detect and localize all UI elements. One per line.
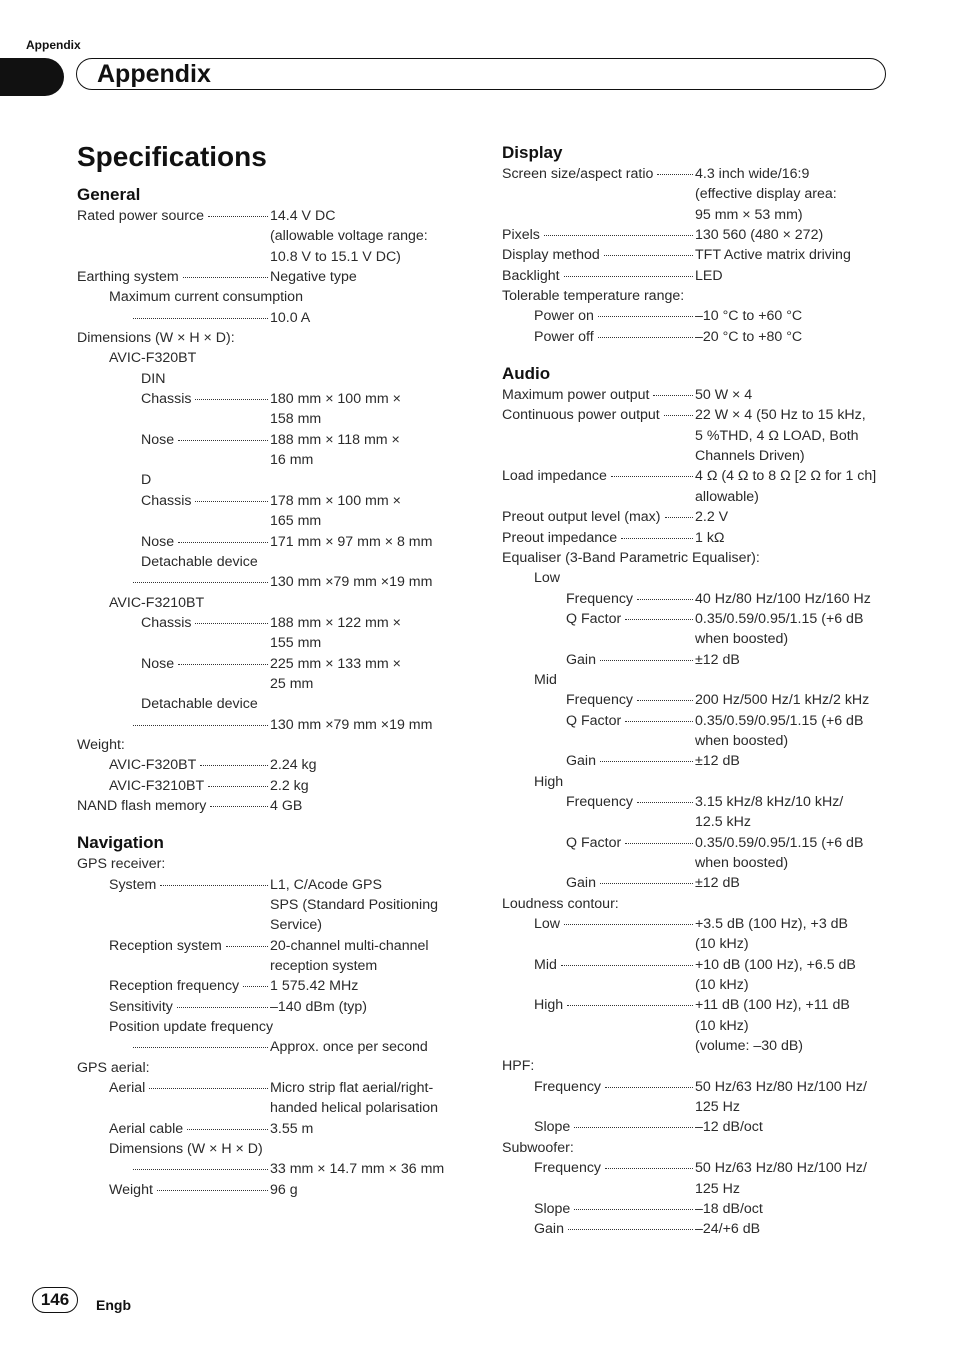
spec-label: Pixels xyxy=(502,227,540,244)
spec-row xyxy=(502,306,902,326)
spec-row xyxy=(77,511,472,531)
spec-row xyxy=(77,997,472,1017)
spec-label: HPF: xyxy=(502,1058,535,1075)
spec-row xyxy=(77,654,472,674)
spec-value: 2.2 kg xyxy=(270,777,309,794)
spec-value: (10 kHz) xyxy=(695,936,749,953)
page-title: Specifications xyxy=(77,141,267,172)
spec-label: Nose xyxy=(141,431,175,448)
spec-row xyxy=(502,792,902,812)
spec-row xyxy=(77,915,472,935)
spec-label: High xyxy=(534,773,564,790)
spec-row xyxy=(502,995,902,1015)
spec-value: 4.3 inch wide/16:9 xyxy=(695,166,810,182)
spec-value: TFT Active matrix driving xyxy=(695,247,851,264)
spec-value: (10 kHz) xyxy=(695,977,749,994)
spec-row xyxy=(77,1159,472,1179)
spec-label: Q Factor xyxy=(566,610,622,627)
spec-value: 5 %THD, 4 Ω LOAD, Both xyxy=(695,427,859,444)
spec-label: Maximum current consumption xyxy=(109,289,303,306)
spec-value: 96 g xyxy=(270,1181,298,1198)
spec-value: Negative type xyxy=(270,269,357,286)
section-heading-navigation: Navigation xyxy=(77,833,164,853)
spec-value: +11 dB (100 Hz), +11 dB xyxy=(695,997,850,1014)
language-code: Engb xyxy=(96,1297,131,1313)
spec-value: –24/+6 dB xyxy=(695,1221,761,1238)
spec-label: Dimensions (W × H × D): xyxy=(77,330,235,347)
spec-label: Chassis xyxy=(141,614,192,631)
spec-value: 1 575.42 MHz xyxy=(270,978,359,995)
spec-value: ±12 dB xyxy=(695,651,740,668)
spec-value: 188 mm × 118 mm × xyxy=(270,431,400,448)
spec-value: reception system xyxy=(270,958,378,975)
spec-label: Nose xyxy=(141,655,175,672)
spec-label: Nose xyxy=(141,533,175,550)
spec-label: Dimensions (W × H × D) xyxy=(109,1141,263,1158)
spec-value: Micro strip flat aerial/right- xyxy=(270,1080,434,1097)
section-banner xyxy=(76,58,886,90)
spec-label: High xyxy=(534,997,564,1014)
spec-row xyxy=(502,873,902,893)
spec-value: 16 mm xyxy=(270,452,314,469)
spec-value: 12.5 kHz xyxy=(695,814,751,831)
spec-row xyxy=(77,226,472,246)
spec-row xyxy=(77,674,472,694)
spec-row xyxy=(502,853,902,873)
spec-row xyxy=(77,613,472,633)
spec-label: Sensitivity xyxy=(109,998,173,1015)
spec-row xyxy=(77,1119,472,1139)
spec-row xyxy=(502,245,902,265)
spec-value: 0.35/0.59/0.95/1.15 (+6 dB xyxy=(695,712,864,729)
spec-label: Backlight xyxy=(502,267,560,284)
spec-value: 155 mm xyxy=(270,635,322,652)
spec-label: Equaliser (3-Band Parametric Equaliser): xyxy=(502,549,760,566)
spec-label: Chassis xyxy=(141,492,192,509)
spec-row xyxy=(502,1179,902,1199)
spec-row xyxy=(502,466,902,486)
spec-row xyxy=(502,1117,902,1137)
spec-label: AVIC-F3210BT xyxy=(109,594,205,611)
spec-value: SPS (Standard Positioning xyxy=(270,897,438,913)
spec-value: 10.0 A xyxy=(270,309,311,326)
spec-value: 95 mm × 53 mm) xyxy=(695,206,803,223)
spec-row xyxy=(77,409,472,429)
spec-label: GPS aerial: xyxy=(77,1059,150,1076)
spec-row xyxy=(502,184,902,204)
spec-row xyxy=(502,731,902,751)
spec-row xyxy=(502,609,902,629)
spec-label: Q Factor xyxy=(566,712,622,729)
spec-value: 33 mm × 14.7 mm × 36 mm xyxy=(270,1161,445,1178)
spec-value: 3.15 kHz/8 kHz/10 kHz/ xyxy=(695,793,844,810)
spec-row xyxy=(77,936,472,956)
spec-row xyxy=(502,405,902,425)
spec-label: Frequency xyxy=(566,590,634,607)
spec-row xyxy=(502,1077,902,1097)
spec-row xyxy=(77,491,472,511)
spec-row xyxy=(77,389,472,409)
spec-label: Detachable device xyxy=(141,696,258,713)
spec-value: 225 mm × 133 mm × xyxy=(270,655,401,672)
spec-label: Rated power source xyxy=(77,208,204,224)
spec-value: 130 560 (480 × 272) xyxy=(695,227,824,244)
spec-row xyxy=(502,1158,902,1178)
spec-label: System xyxy=(109,876,157,893)
spec-value: when boosted) xyxy=(695,732,789,749)
spec-row xyxy=(77,755,472,775)
spec-value: 130 mm ×79 mm ×19 mm xyxy=(270,574,433,591)
running-header: Appendix xyxy=(26,38,81,52)
left-column xyxy=(77,140,472,1200)
spec-row xyxy=(77,956,472,976)
spec-label: Aerial xyxy=(109,1080,146,1097)
spec-row xyxy=(502,1036,902,1056)
spec-row xyxy=(502,711,902,731)
spec-row xyxy=(77,1098,472,1118)
spec-label: Loudness contour: xyxy=(502,895,619,912)
spec-value: LED xyxy=(695,267,723,284)
spec-value: 50 Hz/63 Hz/80 Hz/100 Hz/ xyxy=(695,1160,867,1177)
spec-row xyxy=(77,247,472,267)
section-heading-display: Display xyxy=(502,143,563,162)
spec-row xyxy=(502,1199,902,1219)
spec-row xyxy=(502,266,902,286)
spec-row xyxy=(77,976,472,996)
spec-label: Tolerable temperature range: xyxy=(502,288,685,305)
spec-value: 125 Hz xyxy=(695,1180,740,1197)
spec-row xyxy=(502,385,902,405)
spec-row xyxy=(502,1016,902,1036)
spec-label: Position update frequency xyxy=(109,1019,274,1036)
spec-value: 40 Hz/80 Hz/100 Hz/160 Hz xyxy=(695,590,871,607)
spec-row xyxy=(502,629,902,649)
spec-value: 50 W × 4 xyxy=(695,387,753,404)
spec-value: 14.4 V DC xyxy=(270,208,336,224)
spec-value: (10 kHz) xyxy=(695,1017,749,1034)
spec-value: 125 Hz xyxy=(695,1099,740,1116)
spec-label: AVIC-F320BT xyxy=(109,757,197,774)
section-heading-general: General xyxy=(77,185,141,204)
spec-label: Power off xyxy=(534,328,594,345)
spec-label: Low xyxy=(534,916,561,933)
spec-row xyxy=(77,633,472,653)
spec-value: 0.35/0.59/0.95/1.15 (+6 dB xyxy=(695,834,864,851)
spec-value: L1, C/Acode GPS xyxy=(270,876,382,893)
spec-value: when boosted) xyxy=(695,631,789,648)
spec-row xyxy=(502,1097,902,1117)
spec-label: Gain xyxy=(566,651,596,668)
spec-row xyxy=(77,450,472,470)
spec-label: Detachable device xyxy=(141,553,258,570)
spec-value: ±12 dB xyxy=(695,875,740,892)
spec-value: Channels Driven) xyxy=(695,448,805,465)
spec-value: Approx. once per second xyxy=(270,1039,428,1056)
spec-value: 25 mm xyxy=(270,675,314,692)
spec-label: Continuous power output xyxy=(502,407,660,424)
spec-row xyxy=(77,532,472,552)
spec-row xyxy=(77,796,472,816)
spec-value: 180 mm × 100 mm × xyxy=(270,391,401,408)
spec-value: 1 kΩ xyxy=(695,529,725,546)
spec-row xyxy=(77,572,472,592)
spec-value: 171 mm × 97 mm × 8 mm xyxy=(270,533,433,550)
spec-label: Mid xyxy=(534,671,557,688)
spec-value: (effective display area: xyxy=(695,186,837,203)
spec-label: Aerial cable xyxy=(109,1120,184,1137)
spec-value: –12 dB/oct xyxy=(695,1119,763,1136)
spec-value: (volume: –30 dB) xyxy=(695,1038,804,1055)
spec-row xyxy=(502,426,902,446)
spec-row xyxy=(502,650,902,670)
spec-value: Service) xyxy=(270,917,323,934)
spec-label: Slope xyxy=(534,1119,571,1136)
spec-label: Display method xyxy=(502,247,600,264)
spec-row xyxy=(77,206,472,226)
spec-row xyxy=(502,1219,902,1239)
spec-row xyxy=(502,589,902,609)
section-heading-audio: Audio xyxy=(502,364,551,384)
spec-label: Low xyxy=(534,570,561,587)
spec-label: Weight: xyxy=(77,736,125,753)
spec-label: D xyxy=(141,472,152,489)
spec-row xyxy=(77,1037,472,1057)
spec-row xyxy=(502,528,902,548)
spec-row xyxy=(77,776,472,796)
spec-row xyxy=(502,690,902,710)
spec-label: Weight xyxy=(109,1181,153,1198)
spec-value: 158 mm xyxy=(270,411,322,428)
spec-value: ±12 dB xyxy=(695,753,740,770)
spec-label: Earthing system xyxy=(77,269,179,286)
spec-label: AVIC-F320BT xyxy=(109,350,197,367)
spec-row xyxy=(502,205,902,225)
spec-value: +3.5 dB (100 Hz), +3 dB xyxy=(695,916,849,933)
spec-value: 50 Hz/63 Hz/80 Hz/100 Hz/ xyxy=(695,1078,867,1095)
spec-label: GPS receiver: xyxy=(77,856,166,873)
spec-label: Subwoofer: xyxy=(502,1139,574,1156)
spec-row xyxy=(77,1180,472,1200)
spec-label: Reception system xyxy=(109,937,222,954)
spec-label: Gain xyxy=(566,753,596,770)
spec-row xyxy=(502,446,902,466)
spec-value: 188 mm × 122 mm × xyxy=(270,614,401,631)
spec-row xyxy=(502,833,902,853)
spec-row xyxy=(77,1078,472,1098)
spec-label: Frequency xyxy=(534,1078,602,1095)
spec-row xyxy=(77,895,472,915)
spec-row xyxy=(502,507,902,527)
spec-row xyxy=(502,812,902,832)
spec-value: 4 Ω (4 Ω to 8 Ω [2 Ω for 1 ch] xyxy=(695,468,877,485)
spec-value: (allowable voltage range: xyxy=(270,228,428,245)
spec-row xyxy=(502,975,902,995)
spec-value: +10 dB (100 Hz), +6.5 dB xyxy=(695,956,856,973)
spec-value: 10.8 V to 15.1 V DC) xyxy=(270,248,401,265)
spec-label: Load impedance xyxy=(502,468,607,485)
spec-label: Frequency xyxy=(534,1160,602,1177)
spec-row xyxy=(77,430,472,450)
spec-row xyxy=(502,751,902,771)
spec-label: Chassis xyxy=(141,391,192,408)
spec-row xyxy=(77,267,472,287)
spec-row xyxy=(502,934,902,954)
spec-value: 3.55 m xyxy=(270,1120,314,1137)
spec-row xyxy=(77,715,472,735)
section-banner-title: Appendix xyxy=(97,60,211,88)
spec-label: Slope xyxy=(534,1200,571,1217)
spec-label: Reception frequency xyxy=(109,978,240,995)
spec-value: 2.24 kg xyxy=(270,757,317,774)
spec-row xyxy=(502,164,902,184)
spec-value: –10 °C to +60 °C xyxy=(695,308,803,325)
spec-label: Preout output level (max) xyxy=(502,509,661,526)
spec-label: Power on xyxy=(534,308,594,325)
right-column xyxy=(502,140,902,1240)
spec-value: 4 GB xyxy=(270,797,303,814)
spec-row xyxy=(502,327,902,347)
spec-label: NAND flash memory xyxy=(77,797,207,814)
spec-label: AVIC-F3210BT xyxy=(109,777,205,794)
spec-row xyxy=(502,487,902,507)
spec-value: –20 °C to +80 °C xyxy=(695,328,803,345)
spec-value: handed helical polarisation xyxy=(270,1100,439,1117)
spec-value: 130 mm ×79 mm ×19 mm xyxy=(270,716,433,733)
spec-label: Screen size/aspect ratio xyxy=(502,166,654,182)
spec-label: Frequency xyxy=(566,793,634,810)
spec-label: Gain xyxy=(534,1221,564,1238)
spec-label: Maximum power output xyxy=(502,387,650,404)
spec-row xyxy=(77,875,472,895)
spec-value: 22 W × 4 (50 Hz to 15 kHz, xyxy=(695,407,866,424)
spec-row xyxy=(502,225,902,245)
spec-label: Q Factor xyxy=(566,834,622,851)
spec-label: Gain xyxy=(566,875,596,892)
spec-row xyxy=(77,308,472,328)
spec-label: DIN xyxy=(141,370,166,387)
spec-value: when boosted) xyxy=(695,855,789,871)
spec-value: 165 mm xyxy=(270,513,322,530)
spec-value: 20-channel multi-channel xyxy=(270,937,429,954)
spec-row xyxy=(502,955,902,975)
spec-label: Preout impedance xyxy=(502,529,618,546)
spec-value: 0.35/0.59/0.95/1.15 (+6 dB xyxy=(695,610,864,627)
section-tab-marker xyxy=(0,58,64,96)
spec-value: –140 dBm (typ) xyxy=(270,998,367,1015)
spec-value: 2.2 V xyxy=(695,509,729,526)
spec-label: Frequency xyxy=(566,692,634,709)
spec-value: 178 mm × 100 mm × xyxy=(270,492,401,509)
page-number: 146 xyxy=(32,1287,78,1313)
spec-value: 200 Hz/500 Hz/1 kHz/2 kHz xyxy=(695,692,870,709)
spec-value: –18 dB/oct xyxy=(695,1200,763,1217)
spec-row xyxy=(502,914,902,934)
spec-value: allowable) xyxy=(695,488,759,505)
spec-label: Mid xyxy=(534,956,557,973)
